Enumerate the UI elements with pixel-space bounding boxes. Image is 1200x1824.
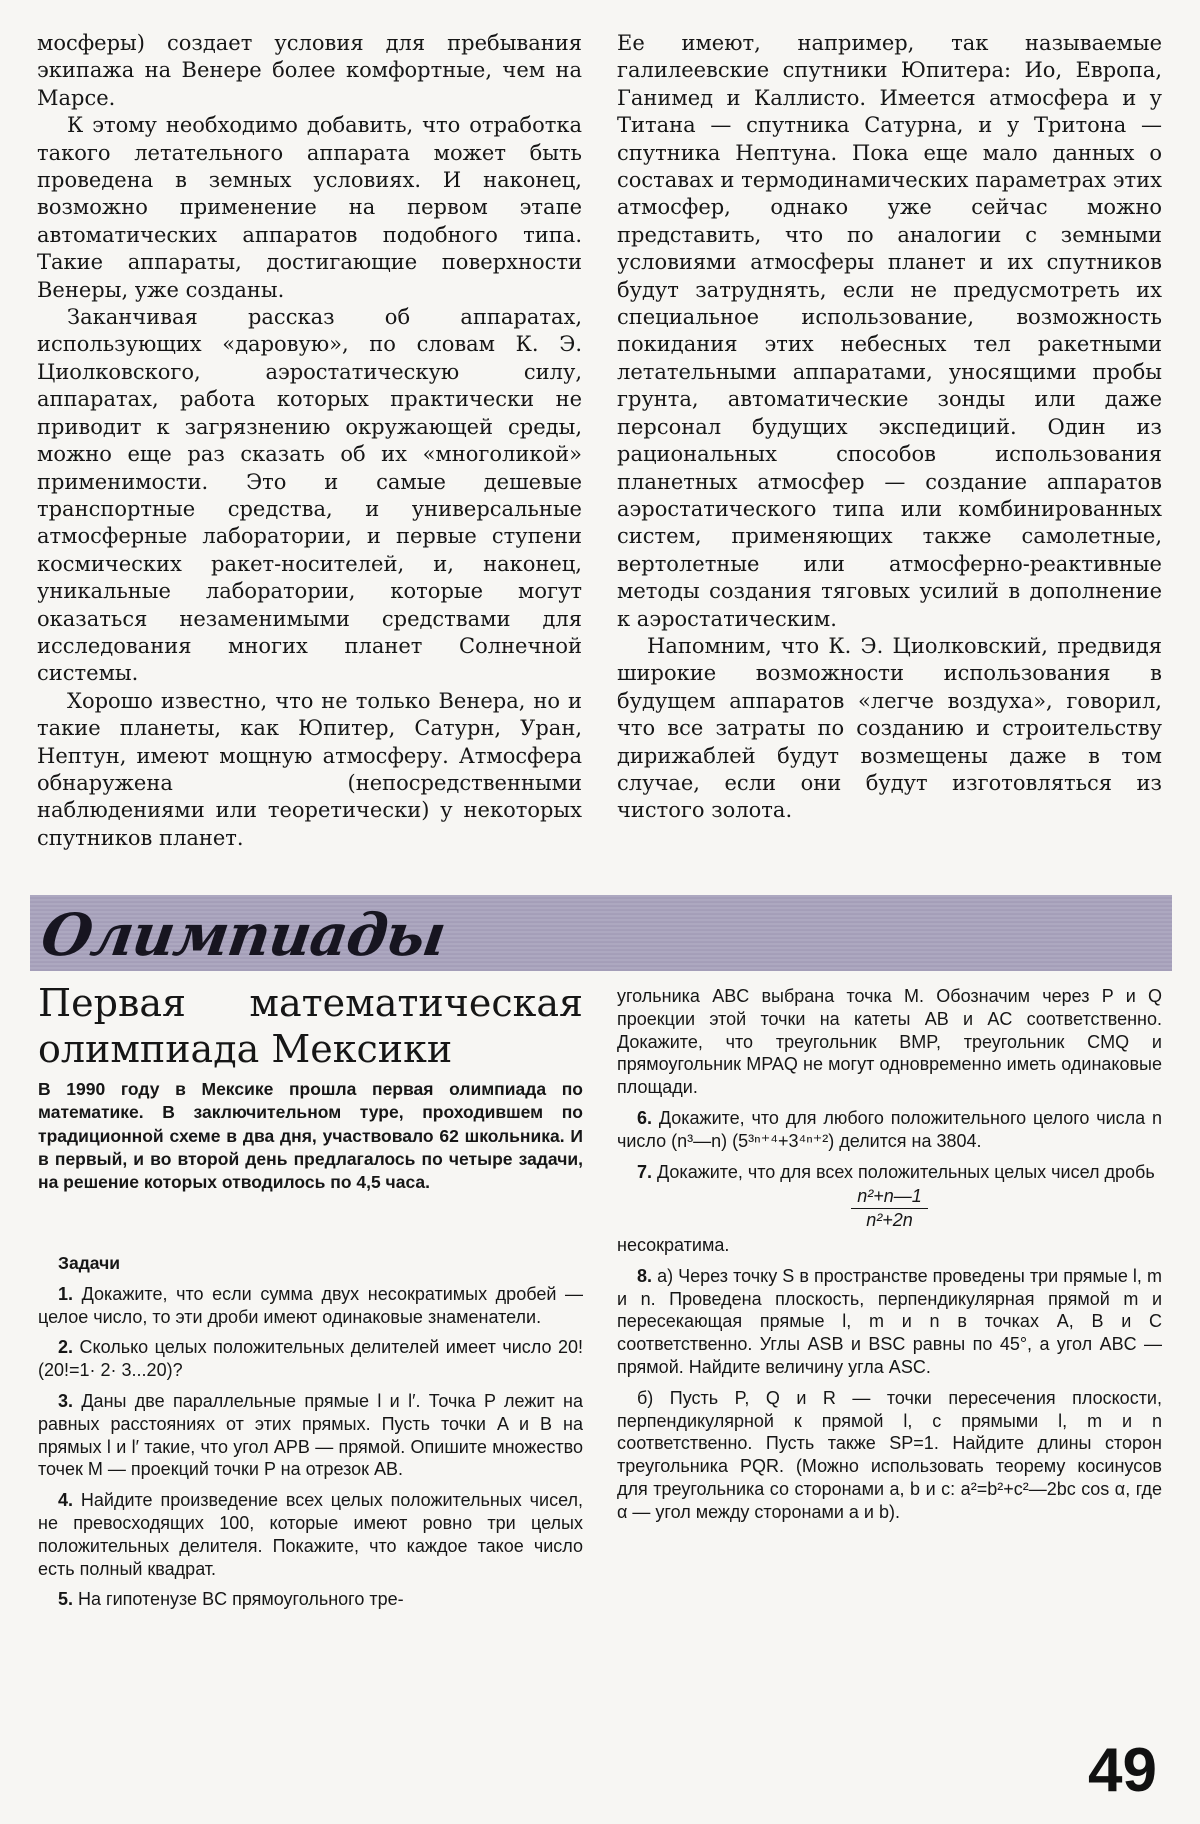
page-number: 49 (1088, 1736, 1157, 1805)
fraction-numerator: n²+n—1 (851, 1185, 928, 1209)
paragraph: Ее имеют, например, так называемые галилеевские спутники Юпитера: Ио, Европа, Ганимед и Каллисто. Имеется атмосфера и у Титана — спутника Сатурна, и у Тритона — спутника Нептуна. Пока еще мало данных о составах и термодинамических параметрах этих атмосфер, однако уже сейчас можно представить, что по аналогии с земными условиями атмосферы планет и их спутников будут затруднять, если не предусмотреть их специальное использование, возможность покидания этих небесных тел ракетными летательными аппаратами, уносящими пробы грунта, автоматические зонды или даже персонал будущих экспедиций. Один из рациональных способов использования планетных атмосфер — создание аппаратов аэростатического типа или комбинированных систем, применяющих также самолетные, вертолетные или атмосферно-реактивные методы создания тяговых усилий в дополнение к аэростатическим. (617, 31, 1162, 631)
task-4: 4. Найдите произведение всех целых положительных чисел, не превосходящих 100, которые имеют ровно три целых положительных делителя. Покажите, что каждое такое число есть полный квадрат. (38, 1490, 583, 1579)
tasks-left-column (38, 1252, 583, 1619)
task-8b: б) Пусть P, Q и R — точки пересечения плоскости, перпендикулярной к прямой l, с прямыми l, m и n соответственно. Пусть также SP=1. Найдите длины сторон треугольника PQR. (Можно использовать теорему косинусов для треугольника со сторонами a, b и c: a²=b²+c²—2bc cos α, где α — угол между сторонами a и b). (617, 1387, 1162, 1522)
task-8a: 8. а) Через точку S в пространстве проведены три прямые l, m и n. Проведена плоскость, перпендикулярная прямой m и пересекающая прямые l, m и n в точках A, B и C соответственно. Углы ASB и BSC равны по 45°, а угол ABC — прямой. Найдите величину угла ASC. (617, 1265, 1162, 1377)
article-intro: В 1990 году в Мексике прошла первая олимпиада по математике. В заключительном туре, проходившем по традиционной схеме в два дня, участвовало 62 школьника. И в первый, и во второй день предлагалось по четыре задачи, на решение которых отводилось по 4,5 часа. (38, 1079, 583, 1193)
top-right-column (617, 30, 1162, 825)
task-7-fraction (617, 1185, 1162, 1232)
task-1: 1. Докажите, что если сумма двух несократимых дробей — целое число, то эти дроби имеют одинаковые знаменатели. (38, 1283, 583, 1327)
top-left-column (37, 30, 582, 852)
task-5-continued: угольника ABC выбрана точка M. Обозначим через P и Q проекции этой точки на катеты AB и AC соответственно. Докажите, что треугольник BMP, треугольник CMQ и прямоугольник MPAQ не могут одновременно иметь одинаковые площади. (617, 986, 1162, 1098)
paragraph: К этому необходимо добавить, что отработка такого летательного аппарата может быть проведена в земных условиях. И наконец, возможно применение на первом этапе автоматических аппаратов подобного типа. Такие аппараты, достигающие поверхности Венеры, уже созданы. (37, 113, 582, 302)
tasks-heading: Задачи (58, 1253, 121, 1273)
task-5: 5. На гипотенузе BC прямоугольного тре- (58, 1589, 404, 1610)
tasks-right-column (617, 985, 1162, 1532)
paragraph: Заканчивая рассказ об аппаратах, использующих «даровую», по словам К. Э. Циолковского, аэростатическую силу, аппаратах, работа которых практически не приводит к загрязнению окружающей среды, можно еще раз сказать об их «многоликой» применимости. Это и самые дешевые транспортные средства, и универсальные атмосферные лаборатории, и первые ступени космических ракет-носителей, и, наконец, уникальные лаборатории, которые могут оказаться незаменимыми средствами для исследования многих планет Солнечной системы. (37, 305, 582, 686)
task-7: 7. Докажите, что для всех положительных целых чисел дробь (637, 1161, 1155, 1182)
section-banner-title: Олимпиады (37, 901, 450, 969)
fraction-denominator: n²+2n (866, 1210, 913, 1231)
task-3: 3. Даны две параллельные прямые l и l′. Точка P лежит на равных расстояниях от этих прямых. Пусть точки A и B на прямых l и l′ такие, что угол APB — прямой. Опишите множество точек M — проекций точки P на отрезок AB. (38, 1390, 583, 1480)
article-title: Первая математическая олимпиада Мексики (38, 981, 583, 1071)
task-2: 2. Сколько целых положительных делителей имеет число 20! (20!=1· 2· 3...20)? (38, 1337, 583, 1381)
task-6: 6. Докажите, что для любого положительного целого числа n число (n³—n) (5³ⁿ⁺⁴+3⁴ⁿ⁺²) делится на 3804. (617, 1107, 1162, 1151)
paragraph: мосферы) создает условия для пребывания экипажа на Венере более комфортные, чем на Марсе. (37, 31, 582, 110)
paragraph: Хорошо известно, что не только Венера, но и такие планеты, как Юпитер, Сатурн, Уран, Нептун, имеют мощную атмосферу. Атмосфера обнаружена (непосредственными наблюдениями или теоретически) у некоторых спутников планет. (37, 688, 582, 850)
task-7-tail: несократима. (617, 1234, 730, 1255)
paragraph: Напомним, что К. Э. Циолковский, предвидя широкие возможности использования в будущем аппаратов «легче воздуха», говорил, что все затраты по созданию и строительству дирижаблей будут возмещены даже в том случае, если они будут изготовляться из чистого золота. (617, 633, 1162, 823)
